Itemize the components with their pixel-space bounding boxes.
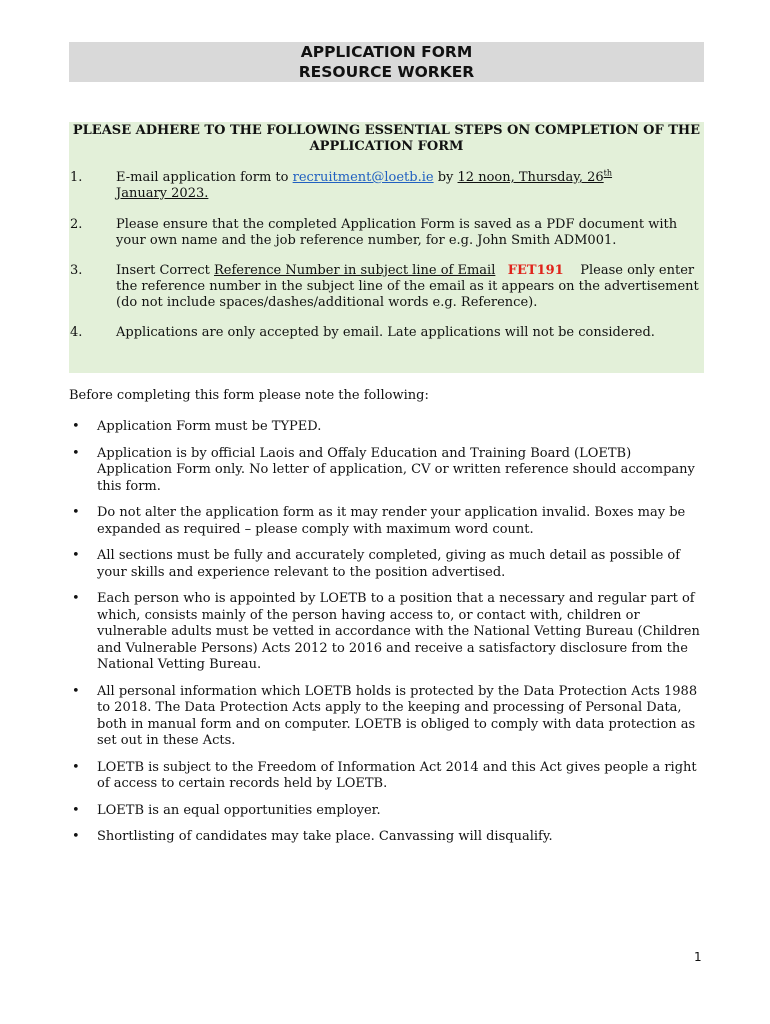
list-item [69, 760, 709, 793]
step-3-details: Please only enter the reference number in the subject line of the email as it appears on the advertisement (do not include spaces/dashes/additional words e.g. Reference). [116, 263, 699, 310]
reference-number: FET191 [507, 263, 564, 278]
list-item-text: All sections must be fully and accurately completed, giving as much detail as possible of your skills and experience relevant to the position advertised. [97, 548, 681, 580]
list-item-text: Application Form must be TYPED. [97, 419, 322, 434]
deadline-part-1: 12 noon, Thursday, 26 [457, 170, 604, 185]
list-item-text: LOETB is an equal opportunities employer. [97, 802, 381, 818]
step-number: 2. [70, 217, 83, 232]
step-number: 1. [70, 170, 83, 185]
notes-intro: Before completing this form please note the following: [69, 388, 429, 403]
list-item [69, 829, 709, 846]
bullet-icon: • [72, 759, 80, 775]
steps-heading: PLEASE ADHERE TO THE FOLLOWING ESSENTIAL STEPS ON COMPLETION OF THE APPLICATION FORM [72, 123, 701, 154]
list-item-text: Shortlisting of candidates may take place. Canvassing will disqualify. [97, 829, 553, 844]
list-item [69, 684, 709, 750]
bullet-icon: • [72, 802, 80, 818]
list-item [69, 446, 709, 496]
step-number: 4. [70, 325, 83, 340]
deadline-ordinal: th [603, 168, 613, 178]
list-item [69, 548, 709, 581]
email-link[interactable]: recruitment@loetb.ie [292, 170, 434, 185]
bullet-icon: • [72, 445, 80, 461]
list-item-text: Do not alter the application form as it may render your application invalid. Boxes may be expanded as required – please comply with maximum word count. [97, 505, 686, 537]
bullet-icon: • [72, 683, 80, 699]
form-title: APPLICATION FORM [300, 43, 473, 61]
bullet-icon: • [72, 419, 80, 434]
step-3-prefix: Insert Correct [116, 263, 214, 278]
step-1-prefix: E-mail application form to [116, 170, 293, 185]
form-subtitle: RESOURCE WORKER [298, 63, 475, 81]
step-text: Please ensure that the completed Application Form is saved as a PDF document with your own name and the job reference number, for e.g. John Smith ADM001. [116, 217, 678, 248]
page-number: 1 [694, 950, 702, 964]
bullet-icon: • [72, 829, 80, 844]
list-item [69, 419, 709, 436]
essential-steps-box [69, 122, 704, 373]
list-item [69, 803, 709, 820]
step-number: 3. [70, 263, 83, 278]
list-item-text: Each person who is appointed by LOETB to a position that a necessary and regular part of which, consists mainly of the person having access to, or contact with, children or vulnerable adults must be vetted in accordance with the National Vetting Bureau (Children and Vulnerable Persons) Acts 2012 to 2016 and receive a satisfactory disclosure from the National Vetting Bureau. [97, 591, 700, 672]
list-item [69, 505, 709, 538]
step-text: Applications are only accepted by email. Late applications will not be considered. [116, 325, 655, 340]
list-item-text: LOETB is subject to the Freedom of Information Act 2014 and this Act gives people a right of access to certain records held by LOETB. [97, 759, 697, 791]
reference-instruction: Reference Number in subject line of Email [213, 263, 496, 278]
step-1-mid: by [433, 170, 458, 185]
list-item-text: Application is by official Laois and Offaly Education and Training Board (LOETB) Application Form only. No letter of application, CV or written reference should accompany this form. [97, 445, 695, 494]
list-item-text: All personal information which LOETB holds is protected by the Data Protection Acts 1988 to 2018. The Data Protection Acts apply to the keeping and processing of Personal Data, both in manual form and on computer. LOETB is obliged to comply with data protection as set out in these Acts. [97, 683, 698, 748]
notes-list [69, 419, 709, 856]
step-text [116, 263, 704, 311]
list-item [69, 591, 709, 674]
step-text [116, 170, 704, 202]
deadline-part-2: January 2023. [116, 186, 209, 201]
bullet-icon: • [72, 548, 80, 563]
bullet-icon: • [72, 505, 80, 520]
bullet-icon: • [72, 591, 80, 606]
form-title-box [69, 42, 704, 82]
